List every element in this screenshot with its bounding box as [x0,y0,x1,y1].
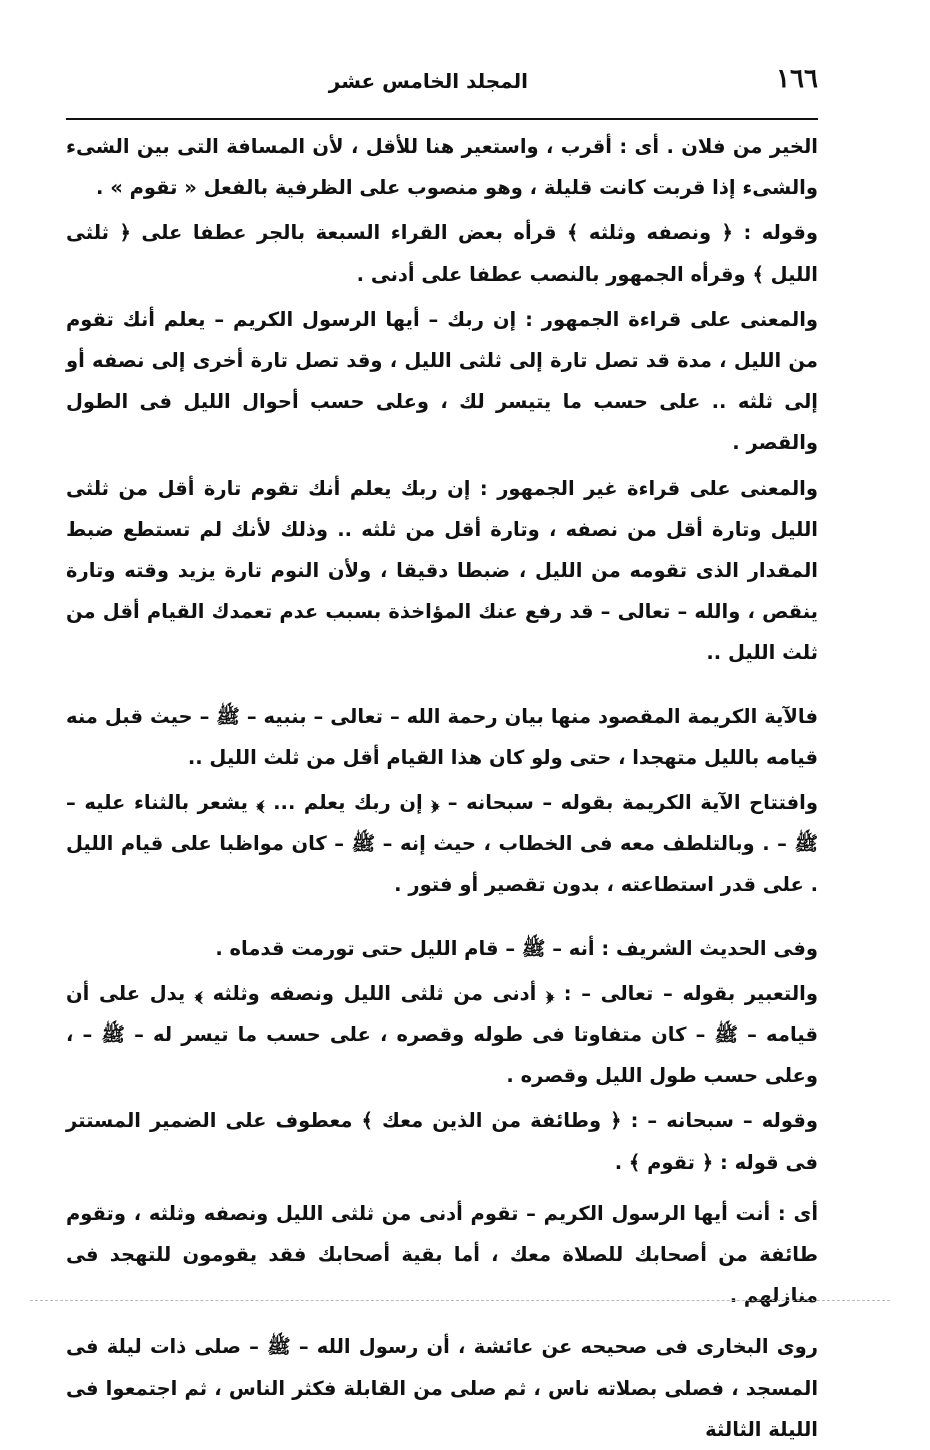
paragraph: والتعبير بقوله – تعالى – : ﴿ أدنى من ثلثى الليل ونصفه وثلثه ﴾ يدل على أن قيامه – ﷺ – كان متفاوتا فى طوله وقصره ، على حسب ما تيسر له – ﷺ – ، وعلى حسب طول الليل وقصره . [66,981,818,1088]
paragraph: والمعنى على قراءة غير الجمهور : إن ربك يعلم أنك تقوم تارة أقل من ثلثى الليل وتارة أقل من نصفه ، وتارة أقل من ثلثه .. وذلك لأنك لم تستطع ضبط المقدار الذى تقومه من الليل ، ضبطا دقيقا ، ولأن النوم تارة يزيد وقته وتارة ينقص ، والله – تعالى – قد رفع عنك المؤاخذة بسبب عدم تعمدك القيام أقل من ثلث الليل .. [66,476,818,665]
paragraph: وقوله – سبحانه – : ﴿ وطائفة من الذين معك ﴾ معطوف على الضمير المستتر فى قوله : ﴿ تقوم ﴾ . [66,1109,818,1174]
paragraph: فالآية الكريمة المقصود منها بيان رحمة الله – تعالى – بنبيه – ﷺ – حيث قبل منه قيامه بالليل متهجدا ، حتى ولو كان هذا القيام أقل من ثلث الليل .. [66,704,818,769]
page-number: ١٦٦ [776,64,818,94]
header-divider [66,118,818,120]
paragraph: روى البخارى فى صحيحه عن عائشة ، أن رسول الله – ﷺ – صلى ذات ليلة فى المسجد ، فصلى بصلاته ناس ، ثم صلى من القابلة فكثر الناس ، ثم اجتمعوا فى الليلة الثالثة [66,1335,818,1441]
paragraph-gap [66,674,818,696]
paragraph: وافتتاح الآية الكريمة بقوله – سبحانه – ﴿ إن ربك يعلم ... ﴾ يشعر بالثناء عليه – ﷺ – . وبالتلطف معه فى الخطاب ، حيث إنه – ﷺ – كان مواظبا على قيام الليل . على قدر استطاعته ، بدون تقصير أو فتور . [66,791,818,897]
page-header [68,62,818,102]
paragraph: الخير من فلان . أى : أقرب ، واستعير هنا للأقل ، لأن المسافة التى بين الشىء والشىء إذا قربت كانت قليلة ، وهو منصوب على الظرفية بالفعل « تقوم » . [66,135,818,200]
paragraph-gap [66,1183,818,1193]
paragraph-gap [66,906,818,928]
paragraph: والمعنى على قراءة الجمهور : إن ربك – أيها الرسول الكريم – يعلم أنك تقوم من الليل ، مدة قد تصل تارة إلى ثلثى الليل ، وقد تصل تارة أخرى إلى نصفه أو إلى ثلثه .. على حسب ما يتيسر لك ، وعلى حسب أحوال الليل فى الطول والقصر . [66,307,818,455]
paragraph-gap [66,1316,818,1326]
paragraph: وفى الحديث الشريف : أنه – ﷺ – قام الليل حتى تورمت قدماه . [215,936,818,960]
page-edge-line [30,1300,890,1301]
paragraph: أى : أنت أيها الرسول الكريم – تقوم أدنى من ثلثى الليل ونصفه وثلثه ، وتقوم طائفة من أصحابك للصلاة معك ، أما بقية أصحابك فقد يقومون للتهجد فى منازلهم . [66,1201,818,1308]
running-title: المجلد الخامس عشر [328,69,528,93]
body-text [66,126,818,1450]
paragraph: وقوله : ﴿ ونصفه وثلثه ﴾ قرأه بعض القراء السبعة بالجر عطفا على ﴿ ثلثى الليل ﴾ وقرأه الجمهور بالنصب عطفا على أدنى . [66,221,818,286]
